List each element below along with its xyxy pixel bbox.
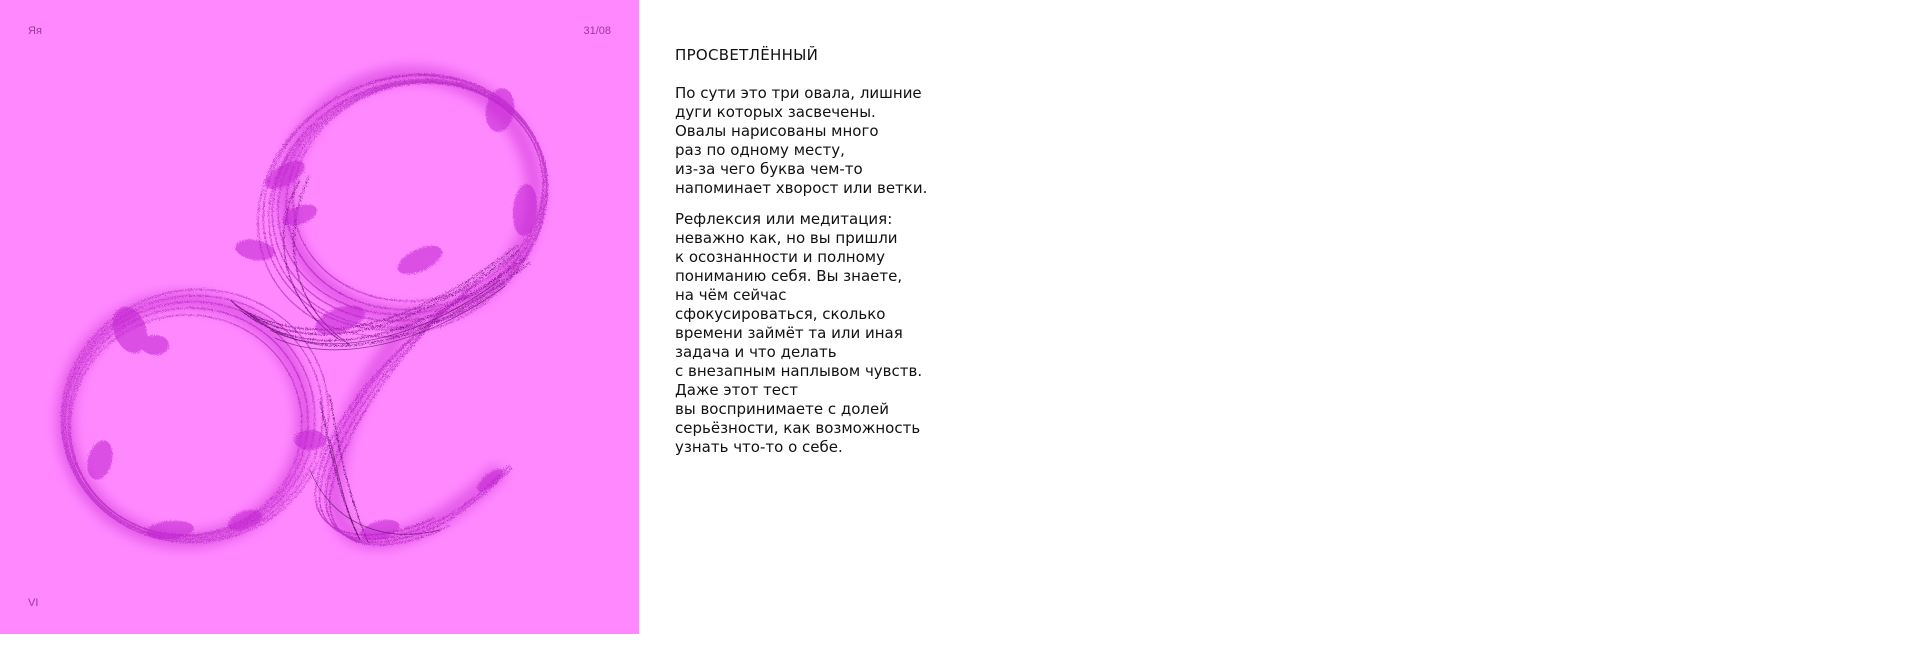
article-title: ПРОСВЕТЛЁННЫЙ	[675, 46, 819, 64]
artwork-card	[0, 0, 639, 634]
article	[675, 46, 995, 469]
article-paragraph-1: По сути это три овала, лишние дуги которых засвечены. Овалы нарисованы много раз по одному месту, из-за чего буква чем-то напоминает хворост или ветки.	[675, 84, 928, 197]
card-roman-numeral: VI	[28, 597, 39, 609]
card-date: 31/08	[583, 25, 611, 37]
card-label-top-left: Яя	[28, 25, 42, 37]
scribbled-letter-ya-artwork	[0, 0, 639, 634]
article-paragraph-2: Рефлексия или медитация: неважно как, но вы пришли к осознанности и полному пониманию себя. Вы знаете, на чём сейчас сфокусироваться, сколько времени займёт та или иная задача и что делать с внезапным наплывом чувств. Даже этот тест вы воспринимаете с долей серьёзности, как возможность узнать что-то о себе.	[675, 210, 923, 456]
